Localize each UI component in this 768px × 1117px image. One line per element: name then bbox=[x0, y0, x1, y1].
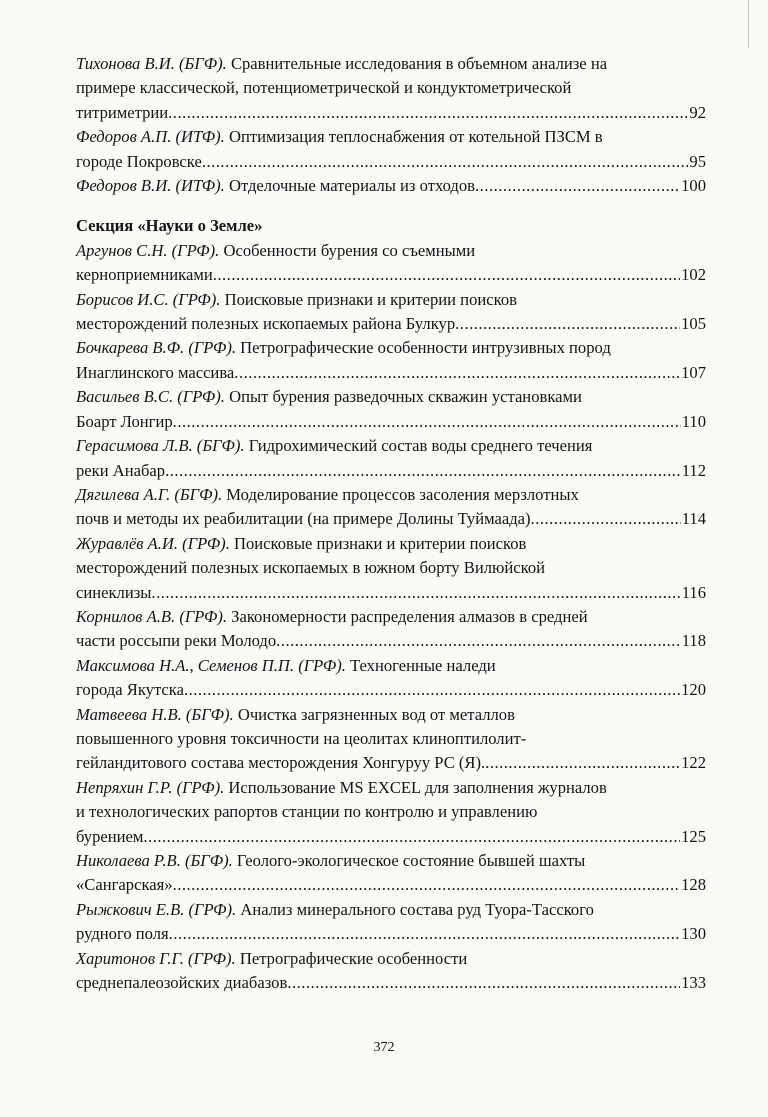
toc-entry-title: Особенности бурения со съемными bbox=[223, 240, 476, 260]
toc-entry-title: Техногенные наледи bbox=[350, 655, 496, 675]
toc-entry-page: 114 bbox=[681, 509, 706, 529]
toc-entry-line bbox=[76, 239, 706, 263]
toc-entry-author: Рыжкович Е.В. (ГРФ). bbox=[76, 899, 237, 919]
toc-entry-line bbox=[76, 459, 706, 483]
toc-entry-line bbox=[76, 654, 706, 678]
toc-entry-title-end: почв и методы их реабилитации (на примере Долины Туймаада) bbox=[76, 509, 531, 529]
toc-entry-author: Тихонова В.И. (БГФ). bbox=[76, 54, 227, 73]
dot-leader bbox=[485, 751, 680, 775]
toc-entry-author: Журавлёв А.И. (ГРФ). bbox=[76, 533, 230, 553]
toc-entry-line bbox=[76, 361, 706, 385]
toc-entry-line bbox=[76, 849, 706, 873]
toc-entry-page: 116 bbox=[681, 582, 706, 602]
toc-entry-author: Корнилов А.В. (ГРФ). bbox=[76, 606, 227, 626]
toc-entry bbox=[76, 52, 706, 125]
toc-entry-line bbox=[76, 507, 706, 531]
toc-entry-line bbox=[76, 410, 706, 434]
toc-entry-author: Николаева Р.В. (БГФ). bbox=[76, 851, 233, 870]
toc-entry-title-end: Инаглинского массива bbox=[76, 362, 235, 382]
toc-entry-title-end: городе Покровске bbox=[76, 151, 202, 171]
toc-entry-author: Федоров В.И. (ИТФ). bbox=[76, 176, 225, 196]
toc-entry bbox=[76, 605, 706, 654]
toc-entry-title: Моделирование процессов засоления мерзлотных bbox=[226, 484, 579, 504]
toc-entry-author: Васильев В.С. (ГРФ). bbox=[76, 387, 225, 407]
toc-entry-line bbox=[76, 776, 706, 800]
toc-entry-line bbox=[76, 703, 706, 727]
toc-entry bbox=[76, 239, 706, 288]
toc-entry-line bbox=[76, 52, 706, 76]
toc-entry-line bbox=[76, 263, 706, 287]
toc-entry-author: Матвеева Н.В. (БГФ). bbox=[76, 704, 234, 724]
toc-entry-title-end: бурением bbox=[76, 826, 144, 846]
toc-entry-line bbox=[76, 483, 706, 507]
toc-entry-author: Непряхин Г.Р. (ГРФ). bbox=[76, 777, 225, 797]
toc-entry-page: 100 bbox=[681, 176, 706, 196]
toc-entry-line bbox=[76, 150, 706, 174]
toc-entry-title: Геолого-экологическое состояние бывшей шахты bbox=[236, 851, 586, 870]
dot-leader bbox=[184, 678, 680, 702]
dot-leader bbox=[234, 361, 680, 385]
toc-entry-title: и технологических рапортов станции по контролю и управлению bbox=[76, 802, 538, 822]
toc-entry-line bbox=[76, 898, 706, 922]
toc-entry bbox=[76, 288, 706, 337]
toc-entry-title-end: керноприемниками bbox=[76, 265, 213, 285]
toc-entry-page: 118 bbox=[681, 631, 706, 651]
toc-entry-line bbox=[76, 800, 706, 824]
toc-entry-line bbox=[76, 174, 706, 198]
toc-entry-title-end: города Якутска bbox=[76, 680, 184, 700]
dot-leader bbox=[169, 922, 680, 946]
toc-entry-page: 133 bbox=[681, 973, 706, 993]
toc-entry-title: Оптимизация теплоснабжения от котельной ПЗСМ в bbox=[228, 127, 603, 147]
toc-entry-line bbox=[76, 751, 706, 775]
toc-entry-page: 112 bbox=[681, 460, 706, 480]
toc-entry-title: Петрографические особенности bbox=[239, 948, 468, 968]
toc-entry-title: Поисковые признаки и критерии поисков bbox=[234, 533, 527, 553]
toc-entry-author: Аргунов С.Н. (ГРФ). bbox=[76, 240, 220, 260]
toc-entry-line bbox=[76, 556, 706, 580]
toc-entry-title-end: гейландитового состава месторождения Хонгуруу РС (Я). bbox=[76, 753, 486, 773]
toc-entry-line bbox=[76, 532, 706, 556]
toc-entry-author: Харитонов Г.Г. (ГРФ). bbox=[76, 948, 236, 968]
dot-leader bbox=[276, 629, 681, 653]
toc-entry-title: Опыт бурения разведочных скважин установками bbox=[229, 387, 582, 407]
toc-entry-author: Герасимова Л.В. (БГФ). bbox=[76, 436, 245, 456]
toc-entry-title-end: «Сангарская» bbox=[76, 875, 173, 895]
toc-entry-title-end: среднепалеозойских диабазов bbox=[76, 973, 288, 993]
dot-leader bbox=[455, 312, 680, 336]
toc-entry-title: Использование MS EXCEL для заполнения журналов bbox=[228, 777, 607, 797]
table-of-contents bbox=[76, 52, 706, 995]
toc-entry bbox=[76, 174, 706, 198]
toc-entry-title-end: части россыпи реки Молодо bbox=[76, 631, 277, 651]
toc-entry-line bbox=[76, 605, 706, 629]
toc-entry-line bbox=[76, 125, 706, 149]
toc-entry-line bbox=[76, 312, 706, 336]
dot-leader bbox=[202, 150, 689, 174]
toc-entry-line bbox=[76, 336, 706, 360]
toc-entry bbox=[76, 898, 706, 947]
toc-entry-line bbox=[76, 629, 706, 653]
toc-entry-page: 110 bbox=[681, 411, 706, 431]
toc-group-earth-sciences bbox=[76, 239, 706, 996]
toc-entry-line bbox=[76, 76, 706, 100]
toc-entry-line bbox=[76, 947, 706, 971]
toc-entry-line bbox=[76, 288, 706, 312]
toc-entry-title: Гидрохимический состав воды среднего течения bbox=[248, 436, 593, 456]
toc-entry-line bbox=[76, 825, 706, 849]
dot-leader bbox=[475, 174, 680, 198]
toc-entry-line bbox=[76, 873, 706, 897]
toc-entry bbox=[76, 703, 706, 776]
dot-leader bbox=[168, 101, 688, 125]
toc-entry bbox=[76, 776, 706, 849]
toc-entry-line bbox=[76, 581, 706, 605]
toc-entry-page: 130 bbox=[681, 924, 706, 944]
toc-entry bbox=[76, 434, 706, 483]
toc-entry-author: Максимова Н.А., Семенов П.П. (ГРФ). bbox=[76, 655, 346, 675]
toc-entry-title: Сравнительные исследования в объемном анализе на bbox=[230, 54, 608, 73]
toc-entry-page: 107 bbox=[681, 362, 706, 382]
toc-entry bbox=[76, 654, 706, 703]
toc-entry-title: Закономерности распределения алмазов в средней bbox=[231, 606, 588, 626]
toc-entry bbox=[76, 532, 706, 605]
toc-entry-title: примере классической, потенциометрической и кондуктометрической bbox=[76, 78, 572, 98]
toc-entry-page: 125 bbox=[681, 826, 706, 846]
toc-entry-author: Федоров А.П. (ИТФ). bbox=[76, 127, 225, 147]
toc-entry-title: месторождений полезных ископаемых в южном борту Вилюйской bbox=[76, 558, 546, 578]
toc-entry-title-end: синеклизы bbox=[76, 582, 152, 602]
toc-entry-page: 92 bbox=[689, 102, 706, 122]
dot-leader bbox=[173, 873, 681, 897]
toc-entry-author: Борисов И.С. (ГРФ). bbox=[76, 289, 221, 309]
toc-entry-title-end: Боарт Лонгир bbox=[76, 411, 173, 431]
toc-entry-page: 120 bbox=[681, 680, 706, 700]
toc-entry-line bbox=[76, 385, 706, 409]
toc-entry-line bbox=[76, 971, 706, 995]
toc-entry-title: повышенного уровня токсичности на цеолитах клиноптилолит- bbox=[76, 728, 527, 748]
toc-entry-author: Дягилева А.Г. (БГФ). bbox=[76, 484, 223, 504]
toc-entry-page: 95 bbox=[689, 151, 706, 171]
dot-leader bbox=[165, 459, 681, 483]
toc-entry bbox=[76, 483, 706, 532]
toc-entry-title-end: Отделочные материалы из отходов bbox=[228, 176, 476, 196]
dot-leader bbox=[173, 410, 681, 434]
toc-entry-page: 102 bbox=[681, 265, 706, 285]
toc-entry-page: 105 bbox=[681, 314, 706, 334]
toc-entry-line bbox=[76, 434, 706, 458]
toc-entry-line bbox=[76, 922, 706, 946]
toc-entry-author: Бочкарева В.Ф. (ГРФ). bbox=[76, 338, 237, 358]
page-number: 372 bbox=[373, 1040, 395, 1055]
section-heading: Секция «Науки о Земле» bbox=[76, 216, 263, 236]
toc-entry-title: Очистка загрязненных вод от металлов bbox=[237, 704, 515, 724]
toc-entry-title-end: рудного поля bbox=[76, 924, 169, 944]
dot-leader bbox=[143, 825, 680, 849]
dot-leader bbox=[287, 971, 680, 995]
toc-entry-title: Поисковые признаки и критерии поисков bbox=[224, 289, 517, 309]
dot-leader bbox=[531, 507, 681, 531]
toc-entry-title-end: титриметрии bbox=[76, 102, 169, 122]
toc-entry-title-end: реки Анабар bbox=[76, 460, 166, 480]
toc-entry bbox=[76, 385, 706, 434]
toc-entry-line bbox=[76, 727, 706, 751]
dot-leader bbox=[151, 581, 680, 605]
toc-entry bbox=[76, 849, 706, 898]
scan-edge-line bbox=[748, 0, 749, 48]
toc-entry-page: 122 bbox=[681, 753, 706, 773]
toc-entry bbox=[76, 336, 706, 385]
toc-entry bbox=[76, 947, 706, 996]
toc-entry-title-end: месторождений полезных ископаемых района Булкур bbox=[76, 314, 456, 334]
toc-entry-title: Анализ минерального состава руд Туора-Тасского bbox=[240, 899, 594, 919]
toc-entry-page: 128 bbox=[681, 875, 706, 895]
toc-group-before bbox=[76, 52, 706, 198]
toc-entry bbox=[76, 125, 706, 174]
toc-entry-line bbox=[76, 101, 706, 125]
toc-entry-line bbox=[76, 678, 706, 702]
dot-leader bbox=[213, 263, 680, 287]
toc-entry-title: Петрографические особенности интрузивных пород bbox=[240, 338, 611, 358]
